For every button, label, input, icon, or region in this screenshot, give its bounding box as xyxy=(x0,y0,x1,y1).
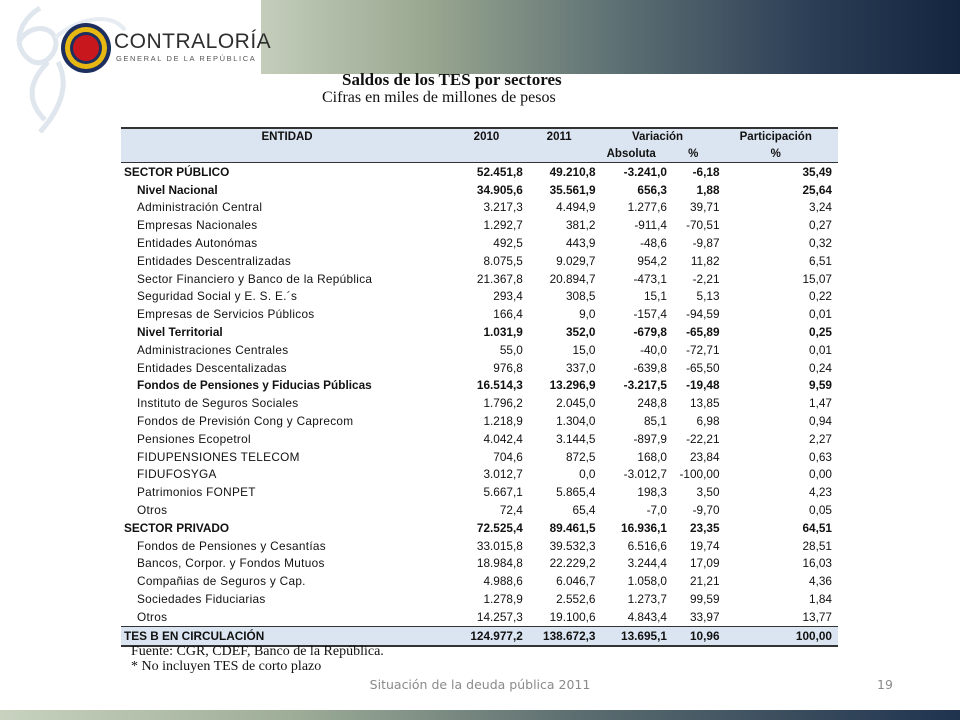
cell-pct: -6,18 xyxy=(692,164,720,179)
cell-2010: 5.667,1 xyxy=(483,485,523,500)
cell-pct: 11,82 xyxy=(690,253,720,268)
table-row xyxy=(121,572,838,590)
cell-participacion: 1,84 xyxy=(809,592,832,607)
cell-2010: 55,0 xyxy=(499,342,523,357)
cell-participacion: 64,51 xyxy=(802,520,832,535)
cell-absoluta: 1.277,6 xyxy=(627,200,667,215)
cell-pct: 23,35 xyxy=(689,520,720,535)
table-row xyxy=(121,163,838,181)
cell-participacion: 6,51 xyxy=(809,253,832,268)
col-entidad: ENTIDAD xyxy=(121,128,450,146)
table-subheader-row xyxy=(121,146,838,163)
cell-pct: 39,71 xyxy=(689,200,720,215)
cell-2010: 1.292,7 xyxy=(483,218,523,233)
cell-absoluta: 85,1 xyxy=(643,414,667,429)
cell-2010: 34.905,6 xyxy=(476,182,523,197)
cell-absoluta: -3.012,7 xyxy=(623,467,667,482)
cell-participacion: 0,32 xyxy=(809,236,832,251)
table-row xyxy=(121,519,838,537)
contraloria-emblem-icon xyxy=(60,22,112,74)
cell-entity: Fondos de Pensiones y Cesantías xyxy=(137,538,326,553)
cell-participacion: 4,36 xyxy=(809,574,832,589)
cell-participacion: 100,00 xyxy=(720,626,838,645)
page-subtitle: Cifras en miles de millones de pesos xyxy=(322,89,556,106)
cell-participacion: 0,94 xyxy=(809,414,832,429)
cell-participacion: 0,63 xyxy=(809,449,832,464)
cell-2011: 9,0 xyxy=(579,307,596,322)
cell-entity: Pensiones Ecopetrol xyxy=(137,431,251,446)
cell-pct: 1,88 xyxy=(696,182,720,197)
cell-2010: 124.977,2 xyxy=(450,626,523,645)
tes-table xyxy=(121,127,838,647)
cell-absoluta: 3.244,4 xyxy=(627,556,667,571)
table-row xyxy=(121,608,838,626)
cell-absoluta: 656,3 xyxy=(637,182,667,197)
table-row xyxy=(121,270,838,288)
cell-pct: 99,59 xyxy=(689,592,720,607)
total-row xyxy=(121,626,838,645)
cell-pct: 13,85 xyxy=(689,396,720,411)
cell-participacion: 25,64 xyxy=(802,182,832,197)
cell-entity: Administración Central xyxy=(137,200,263,215)
logo-area xyxy=(0,0,272,74)
logo-subtitle: GENERAL DE LA REPÚBLICA xyxy=(116,54,257,63)
cell-participacion: 0,22 xyxy=(809,289,832,304)
cell-2010: 1.278,9 xyxy=(483,592,523,607)
cell-entity: Patrimonios FONPET xyxy=(137,485,256,500)
cell-2011: 20.894,7 xyxy=(549,271,596,286)
cell-absoluta: -157,4 xyxy=(633,307,667,322)
cell-2011: 352,0 xyxy=(565,325,596,340)
cell-entity: Entidades Descentralizadas xyxy=(137,253,292,268)
table-row xyxy=(121,288,838,306)
cell-entity: Empresas de Servicios Públicos xyxy=(137,307,315,322)
cell-participacion: 35,49 xyxy=(802,164,832,179)
logo-name: CONTRALORÍA xyxy=(114,30,272,53)
cell-2011: 49.210,8 xyxy=(549,164,596,179)
cell-participacion: 1,47 xyxy=(809,396,832,411)
cell-pct: -65,89 xyxy=(686,325,720,340)
cell-participacion: 3,24 xyxy=(809,200,832,215)
cell-absoluta: 1.273,7 xyxy=(627,592,667,607)
cell-2011: 443,9 xyxy=(565,236,596,251)
table-row xyxy=(121,430,838,448)
cell-2011: 9.029,7 xyxy=(556,253,596,268)
cell-2010: 21.367,8 xyxy=(476,271,523,286)
cell-absoluta: -3.217,5 xyxy=(623,378,667,393)
col-variacion: Variación xyxy=(596,128,720,146)
cell-entity: SECTOR PRIVADO xyxy=(124,520,230,535)
cell-participacion: 9,59 xyxy=(809,378,832,393)
cell-entity: Otros xyxy=(137,503,168,518)
cell-2011: 337,0 xyxy=(565,360,596,375)
cell-2011: 39.532,3 xyxy=(549,538,596,553)
cell-2011: 2.045,0 xyxy=(556,396,596,411)
cell-entity: Sector Financiero y Banco de la República xyxy=(137,271,373,286)
cell-pct: 33,97 xyxy=(689,609,720,624)
cell-absoluta: 248,8 xyxy=(637,396,667,411)
cell-pct: -2,21 xyxy=(692,271,720,286)
cell-entity: FIDUPENSIONES TELECOM xyxy=(137,449,300,464)
cell-entity: Seguridad Social y E. S. E.´s xyxy=(137,289,298,304)
cell-participacion: 16,03 xyxy=(802,556,832,571)
table-row xyxy=(121,323,838,341)
cell-pct: 3,50 xyxy=(696,485,720,500)
cell-participacion: 13,77 xyxy=(802,609,832,624)
cell-absoluta: 6.516,6 xyxy=(627,538,667,553)
col-2010: 2010 xyxy=(450,128,523,146)
cell-2010: 1.796,2 xyxy=(483,396,523,411)
table-row xyxy=(121,305,838,323)
cell-participacion: 0,01 xyxy=(809,342,832,357)
cell-pct: -9,70 xyxy=(692,503,720,518)
table-row xyxy=(121,234,838,252)
cell-2010: 704,6 xyxy=(493,449,523,464)
source-note xyxy=(131,644,384,674)
cell-participacion: 2,27 xyxy=(809,431,832,446)
cell-2011: 2.552,6 xyxy=(556,592,596,607)
cell-pct: 17,09 xyxy=(689,556,720,571)
cell-absoluta: -7,0 xyxy=(646,503,667,518)
cell-pct: -22,21 xyxy=(686,431,720,446)
cell-absoluta: -639,8 xyxy=(633,360,667,375)
cell-participacion: 0,25 xyxy=(809,325,832,340)
cell-2011: 22.229,2 xyxy=(549,556,596,571)
footer-bar xyxy=(0,710,960,720)
cell-absoluta: 954,2 xyxy=(637,253,667,268)
cell-2011: 138.672,3 xyxy=(523,626,596,645)
cell-entity: Empresas Nacionales xyxy=(137,218,258,233)
table-row xyxy=(121,394,838,412)
cell-pct: 5,13 xyxy=(696,289,720,304)
cell-entity: Fondos de Pensiones y Fiducias Públicas xyxy=(137,378,372,393)
cell-2011: 5.865,4 xyxy=(556,485,596,500)
cell-2010: 16.514,3 xyxy=(476,378,523,393)
cell-absoluta: 168,0 xyxy=(637,449,667,464)
cell-entity: TES B EN CIRCULACIÓN xyxy=(121,626,450,645)
cell-absoluta: 13.695,1 xyxy=(596,626,667,645)
cell-2011: 89.461,5 xyxy=(549,520,596,535)
cell-absoluta: 15,1 xyxy=(643,289,667,304)
cell-entity: FIDUFOSYGA xyxy=(137,467,217,482)
cell-2010: 492,5 xyxy=(493,236,523,251)
cell-2010: 72.525,4 xyxy=(476,520,523,535)
table-row xyxy=(121,466,838,484)
cell-absoluta: -911,4 xyxy=(634,218,667,233)
cell-2011: 3.144,5 xyxy=(556,431,596,446)
cell-participacion: 4,23 xyxy=(809,485,832,500)
cell-2010: 3.012,7 xyxy=(483,467,523,482)
cell-pct: 23,84 xyxy=(689,449,720,464)
page-title: Saldos de los TES por sectores xyxy=(342,70,562,89)
cell-2010: 33.015,8 xyxy=(476,538,523,553)
footnote-line: * No incluyen TES de corto plazo xyxy=(131,659,322,674)
cell-2011: 15,0 xyxy=(572,342,596,357)
table-header-row xyxy=(121,128,838,146)
cell-2011: 0,0 xyxy=(579,467,596,482)
cell-entity: Otros xyxy=(137,609,168,624)
cell-pct: 21,21 xyxy=(689,574,720,589)
cell-participacion: 0,00 xyxy=(809,467,832,482)
cell-entity: Entidades Autonómas xyxy=(137,236,258,251)
table-row xyxy=(121,377,838,395)
cell-2010: 1.031,9 xyxy=(483,325,523,340)
table-row xyxy=(121,448,838,466)
cell-entity: Bancos, Corpor. y Fondos Mutuos xyxy=(137,556,325,571)
col-participacion: Participación xyxy=(720,128,838,146)
cell-2011: 6.046,7 xyxy=(556,574,596,589)
table-row xyxy=(121,181,838,199)
cell-participacion: 0,05 xyxy=(809,503,832,518)
table-row xyxy=(121,359,838,377)
cell-absoluta: 16.936,1 xyxy=(621,520,667,535)
cell-2010: 976,8 xyxy=(493,360,523,375)
cell-absoluta: 4.843,4 xyxy=(627,609,667,624)
cell-participacion: 15,07 xyxy=(802,271,832,286)
cell-pct: 10,96 xyxy=(667,626,720,645)
cell-absoluta: -897,9 xyxy=(633,431,667,446)
cell-participacion: 0,27 xyxy=(809,218,832,233)
cell-2011: 65,4 xyxy=(572,503,596,518)
cell-entity: Fondos de Previsión Cong y Caprecom xyxy=(137,414,354,429)
cell-pct: 19,74 xyxy=(689,538,720,553)
source-line: Fuente: CGR, CDEF, Banco de la República. xyxy=(131,644,384,659)
table-row xyxy=(121,537,838,555)
cell-absoluta: -3.241,0 xyxy=(623,164,667,179)
cell-2010: 52.451,8 xyxy=(476,164,523,179)
cell-2010: 14.257,3 xyxy=(476,609,523,624)
col-pct: % xyxy=(667,146,720,163)
cell-2011: 381,2 xyxy=(565,218,596,233)
col-part-pct: % xyxy=(720,146,838,163)
cell-2010: 4.988,6 xyxy=(483,574,523,589)
table-row xyxy=(121,483,838,501)
cell-2011: 1.304,0 xyxy=(556,414,596,429)
cell-pct: -70,51 xyxy=(686,218,720,233)
cell-2011: 19.100,6 xyxy=(549,609,596,624)
cell-pct: -65,50 xyxy=(686,360,720,375)
cell-participacion: 28,51 xyxy=(802,538,832,553)
cell-absoluta: -679,8 xyxy=(633,325,667,340)
cell-absoluta: -48,6 xyxy=(640,236,667,251)
table-row xyxy=(121,590,838,608)
cell-entity: Instituto de Seguros Sociales xyxy=(137,396,299,411)
cell-absoluta: 1.058,0 xyxy=(627,574,667,589)
table-row xyxy=(121,555,838,573)
table-row xyxy=(121,412,838,430)
cell-entity: Nivel Nacional xyxy=(137,182,218,197)
cell-2011: 308,5 xyxy=(565,289,596,304)
table-row xyxy=(121,252,838,270)
cell-pct: -72,71 xyxy=(686,342,720,357)
cell-2010: 293,4 xyxy=(493,289,523,304)
footer-title: Situación de la deuda pública 2011 xyxy=(369,677,591,692)
cell-entity: Sociedades Fiduciarias xyxy=(137,592,266,607)
cell-2010: 166,4 xyxy=(493,307,523,322)
cell-absoluta: -40,0 xyxy=(640,342,667,357)
cell-2010: 18.984,8 xyxy=(476,556,523,571)
cell-2010: 3.217,3 xyxy=(483,200,523,215)
cell-participacion: 0,01 xyxy=(809,307,832,322)
cell-pct: 6,98 xyxy=(696,414,720,429)
table-row xyxy=(121,199,838,217)
cell-absoluta: 198,3 xyxy=(637,485,667,500)
cell-2010: 4.042,4 xyxy=(483,431,523,446)
cell-pct: -9,87 xyxy=(692,236,720,251)
table-row xyxy=(121,501,838,519)
cell-2010: 1.218,9 xyxy=(483,414,523,429)
cell-entity: Administraciones Centrales xyxy=(137,342,289,357)
table-row xyxy=(121,216,838,234)
cell-2011: 35.561,9 xyxy=(549,182,596,197)
cell-2011: 13.296,9 xyxy=(549,378,596,393)
cell-2011: 872,5 xyxy=(565,449,596,464)
cell-2010: 8.075,5 xyxy=(483,253,523,268)
cell-participacion: 0,24 xyxy=(809,360,832,375)
cell-entity: Entidades Descentalizadas xyxy=(137,360,287,375)
cell-2011: 4.494,9 xyxy=(556,200,596,215)
cell-entity: Compañias de Seguros y Cap. xyxy=(137,574,306,589)
table-row xyxy=(121,341,838,359)
col-absoluta: Absoluta xyxy=(596,146,667,163)
cell-pct: -100,00 xyxy=(679,467,720,482)
col-2011: 2011 xyxy=(523,128,596,146)
cell-pct: -19,48 xyxy=(686,378,720,393)
cell-entity: Nivel Territorial xyxy=(137,325,223,340)
page-number: 19 xyxy=(877,677,893,692)
cell-2010: 72,4 xyxy=(499,503,523,518)
cell-pct: -94,59 xyxy=(686,307,720,322)
cell-absoluta: -473,1 xyxy=(633,271,667,286)
cell-entity: SECTOR PÚBLICO xyxy=(124,164,230,179)
